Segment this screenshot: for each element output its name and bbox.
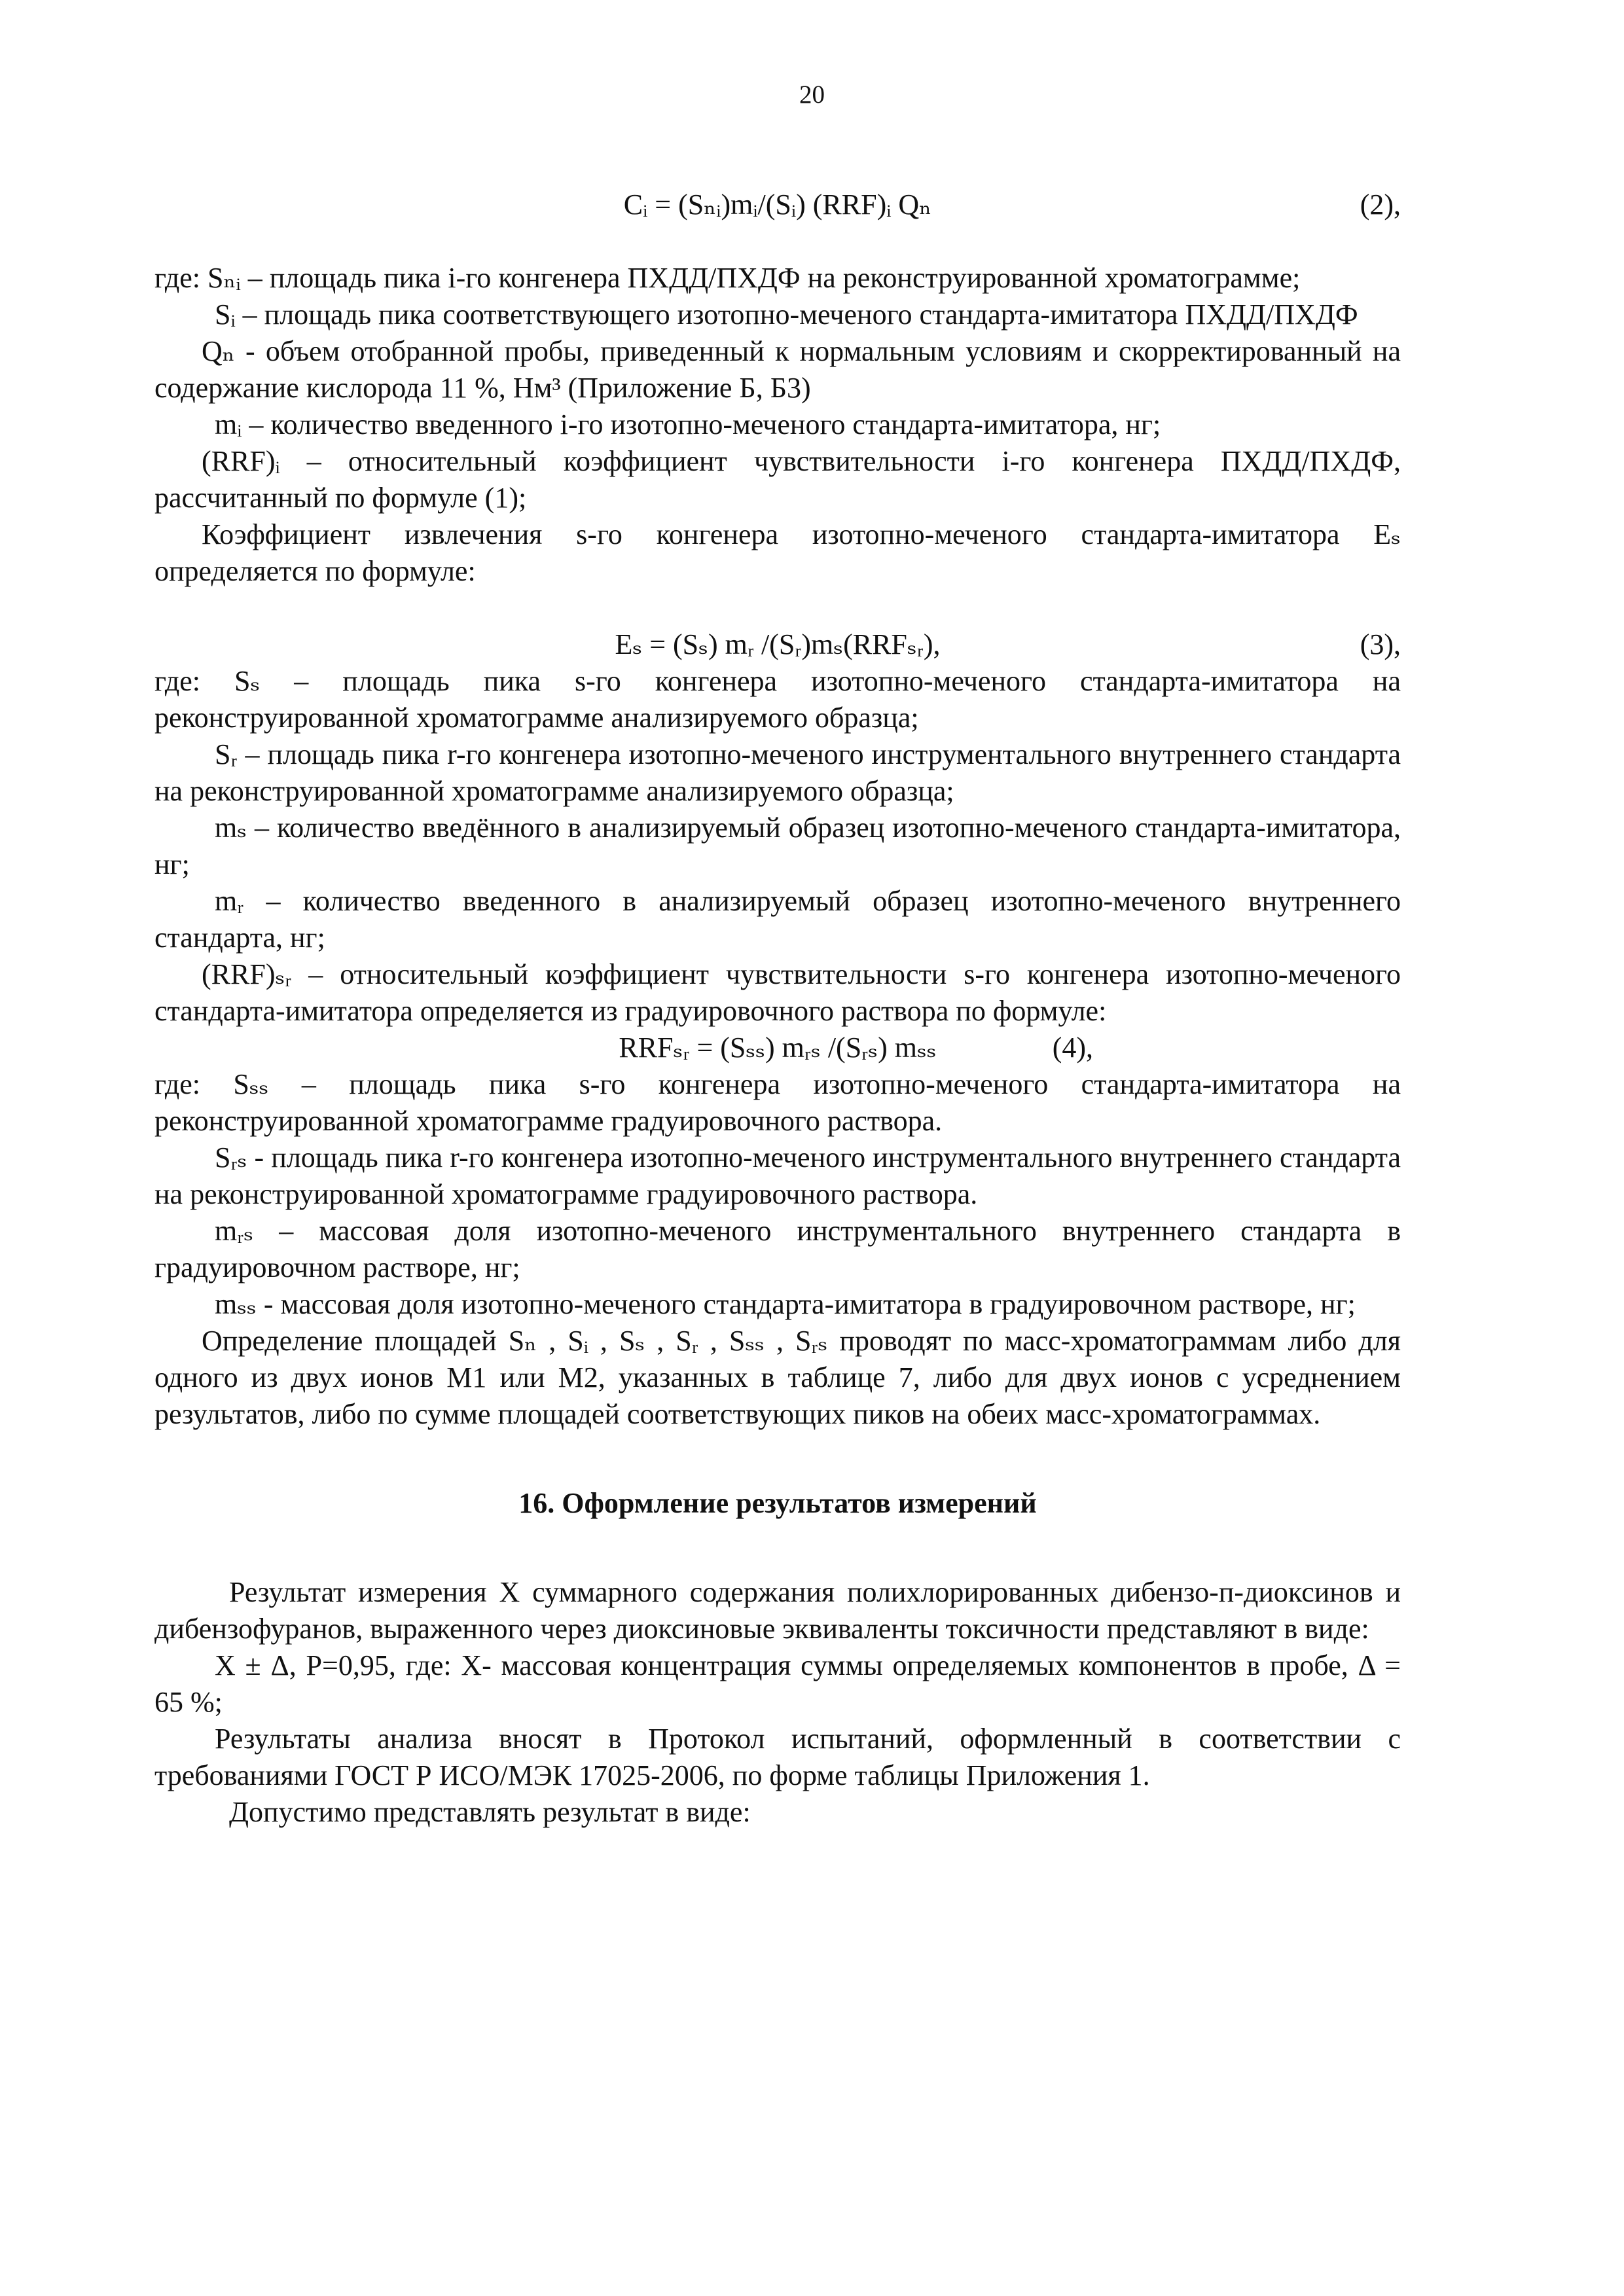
def-s-ss: где: Sₛₛ – площадь пика s-го конгенера изотопно-меченого стандарта-имитатора на реконструированной хроматограмме градуировочного раствора.	[154, 1068, 1401, 1137]
def-m-ss: mₛₛ - массовая доля изотопно-меченого стандарта-имитатора в градуировочном растворе, нг;	[215, 1288, 1356, 1320]
formula-2-number: (2),	[1360, 188, 1401, 221]
def-rrf-i: (RRF)ᵢ – относительный коэффициент чувствительности i-го конгенера ПХДД/ПХДФ, рассчитанный по формуле (1);	[154, 445, 1401, 514]
formula-3	[154, 626, 1401, 663]
result-paragraph: Результат измерения X суммарного содержания полихлорированных дибензо-п-диоксинов и дибензофуранов, выраженного через диоксиновые эквиваленты токсичности представляют в виде:	[154, 1576, 1401, 1645]
page-number: 20	[799, 81, 825, 109]
def-q-n: Qₙ - объем отобранной пробы, приведенный к нормальным условиям и скорректированный на содержание кислорода 11 %, Нм³ (Приложение Б, Б3)	[154, 335, 1401, 404]
def-m-s: mₛ – количество введённого в анализируемый образец изотопно-меченого стандарта-имитатора, нг;	[154, 812, 1401, 880]
def-s-s: где: Sₛ – площадь пика s-го конгенера изотопно-меченого стандарта-имитатора на реконструированной хроматограмме анализируемого образца;	[154, 665, 1401, 734]
def-s-ni: где: Sₙᵢ – площадь пика i-го конгенера ПХДД/ПХДФ на реконструированной хроматограмме;	[154, 262, 1301, 294]
def-s-r: Sᵣ – площадь пика r-го конгенера изотопно-меченого инструментального внутреннего стандарта на реконструированной хроматограмме анализируемого образца;	[154, 738, 1401, 807]
allowed-form-paragraph: Допустимо представлять результат в виде:	[229, 1796, 751, 1828]
formula-2-text: Cᵢ = (Sₙᵢ)mᵢ/(Sᵢ) (RRF)ᵢ Qₙ	[623, 188, 932, 221]
def-rrf-sr: (RRF)ₛᵣ – относительный коэффициент чувствительности s-го конгенера изотопно-меченого стандарта-имитатора определяется из градуировочного раствора по формуле:	[154, 958, 1401, 1027]
def-m-r: mᵣ – количество введенного в анализируемый образец изотопно-меченого внутреннего стандарта, нг;	[154, 885, 1401, 954]
def-m-i: mᵢ – количество введенного i-го изотопно-меченого стандарта-имитатора, нг;	[215, 408, 1161, 440]
formula-4-number: (4),	[1052, 1031, 1093, 1064]
section-16-heading: 16. Оформление результатов измерений	[518, 1487, 1037, 1519]
formula-4	[154, 1030, 1401, 1066]
formula-3-text: Eₛ = (Sₛ) mᵣ /(Sᵣ)mₛ(RRFₛᵣ),	[615, 628, 941, 660]
def-m-rs: mᵣₛ – массовая доля изотопно-меченого инструментального внутреннего стандарта в градуировочном растворе, нг;	[154, 1215, 1401, 1283]
formula-2	[154, 187, 1401, 223]
recovery-intro: Коэффициент извлечения s-го конгенера изотопно-меченого стандарта-имитатора Eₛ определяется по формуле:	[154, 518, 1401, 587]
def-s-rs: Sᵣₛ - площадь пика r-го конгенера изотопно-меченого инструментального внутреннего стандарта на реконструированной хроматограмме градуировочного раствора.	[154, 1141, 1401, 1210]
result-form-paragraph: X ± Δ, P=0,95, где: X- массовая концентрация суммы определяемых компонентов в пробе, Δ = 65 %;	[154, 1649, 1401, 1718]
formula-3-number: (3),	[1360, 628, 1401, 660]
document-body	[154, 187, 1401, 1831]
areas-definition: Определение площадей Sₙ , Sᵢ , Sₛ , Sᵣ , Sₛₛ , Sᵣₛ проводят по масс-хроматограммам либо для одного из двух ионов М1 или М2, указанных в таблице 7, либо для двух ионов с усреднением результатов, либо по сумме площадей соответствующих пиков на обеих масс-хроматограммах.	[154, 1325, 1401, 1430]
formula-4-text: RRFₛᵣ = (Sₛₛ) mᵣₛ /(Sᵣₛ) mₛₛ	[619, 1031, 937, 1064]
def-s-i: Sᵢ – площадь пика соответствующего изотопно-меченого стандарта-имитатора ПХДД/ПХДФ	[215, 298, 1358, 331]
protocol-paragraph: Результаты анализа вносят в Протокол испытаний, оформленный в соответствии с требованиями ГОСТ Р ИСО/МЭК 17025-2006, по форме таблицы Приложения 1.	[154, 1723, 1401, 1791]
